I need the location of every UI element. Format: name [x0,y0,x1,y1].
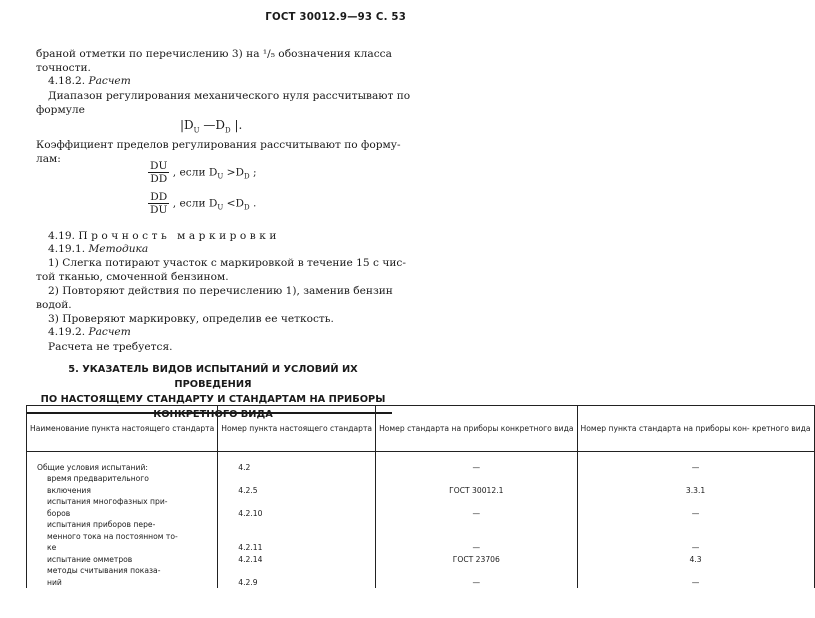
text-line: формуле [36,104,85,116]
cell-standard: — [376,577,577,589]
cell-standard [376,473,577,485]
cell-item-std: — [577,577,814,589]
cell-item: 4.2.9 [218,577,376,589]
text-line: точности. [36,62,91,74]
cell-standard [376,565,577,577]
text-line: 2) Повторяют действия по перечислению 1), заменив бензин [48,285,393,297]
subsection-heading: 4.19. Прочность маркировки [48,230,280,242]
cell-item: 4.2.10 [218,508,376,520]
cell-name: методы считывания показа- [27,565,218,577]
col-header: Наименование пункта настоящего стандарта [27,406,218,452]
section-title: 5. УКАЗАТЕЛЬ ВИДОВ ИСПЫТАНИЙ И УСЛОВИЙ ИХ ПРОВЕДЕНИЯ ПО НАСТОЯЩЕМУ СТАНДАРТУ И СТАНДАРТАМ НА ПРИБОРЫ КОНКРЕТНОГО ВИДА [40,364,386,420]
cell-item [218,473,376,485]
table-row [27,577,815,589]
table-row [27,508,815,520]
text-line: водой. [36,299,72,311]
text-line: Диапазон регулирования механического нуля рассчитывают по [48,90,411,102]
tests-table [26,405,815,588]
cell-standard: — [376,508,577,520]
cell-item-std: — [577,508,814,520]
cell-name: испытание омметров [27,554,218,566]
col-header: Номер стандарта на приборы конкретного вида [376,406,577,452]
formula: $|D_U$ $—D_D$ |. [180,118,243,135]
table-row [27,485,815,497]
table-row [27,554,815,566]
table-body [27,452,815,589]
cell-item [218,531,376,543]
cell-item-std [577,473,814,485]
cell-name: менного тока на постоянном то- [27,531,218,543]
text-line: той тканью, смоченной бензином. [36,271,229,283]
cell-name: ке [27,542,218,554]
cell-item-std: 3.3.1 [577,485,814,497]
cell-item-std [577,531,814,543]
cell-standard: ГОСТ 23706 [376,554,577,566]
formula-1: $\frac{DU}{DD}$ , если $D_U >D_D$ ; [150,160,257,185]
subsection-number: 4.18.2. [48,75,86,87]
table-row [27,496,815,508]
text-line: Расчета не требуется. [48,341,173,353]
text-line: 3) Проверяют маркировку, определив ее четкость. [48,313,334,325]
text-line: Коэффициент пределов регулирования рассчитывают по форму- [36,139,401,151]
cell-item: 4.2.14 [218,554,376,566]
table-row [27,519,815,531]
cell-item-std: — [577,542,814,554]
cell-standard: — [376,542,577,554]
cell-item [218,565,376,577]
table-row [27,473,815,485]
table-row [27,531,815,543]
cell-item-std: 4.3 [577,554,814,566]
formula-2: $\frac{DD}{DU}$ , если $D_U <D_D$ . [150,191,257,216]
cell-name: боров [27,508,218,520]
subsection-title: Прочность маркировки [78,230,280,242]
table-header-row [27,406,815,452]
cell-item: 4.2.11 [218,542,376,554]
subsection-heading [48,75,131,87]
cell-name: включения [27,485,218,497]
cell-item [218,496,376,508]
subsection-title: Расчет [88,75,131,87]
subsection-heading: 4.19.1. Методика [48,243,149,255]
table-row [27,542,815,554]
cell-standard: ГОСТ 30012.1 [376,485,577,497]
subsection-heading: 4.19.2. Расчет [48,326,131,338]
col-header: Номер пункта стандарта на приборы кон- кретного вида [577,406,814,452]
text-line: лам: [36,153,61,165]
cell-name: ний [27,577,218,589]
cell-item: 4.2 [218,462,376,474]
text-line: 1) Слегка потирают участок с маркировкой в течение 15 с чис- [48,257,406,269]
cell-name: испытания многофазных при- [27,496,218,508]
cell-item: 4.2.5 [218,485,376,497]
cell-name: Общие условия испытаний: [27,462,218,474]
table-row [27,565,815,577]
cell-item [218,519,376,531]
cell-item-std [577,496,814,508]
cell-name: испытания приборов пере- [27,519,218,531]
cell-standard [376,531,577,543]
cell-item-std [577,565,814,577]
cell-standard [376,519,577,531]
text-line: браной отметки по перечислению 3) на ¹/₅ обозначения класса [36,48,392,60]
cell-item-std [577,519,814,531]
cell-name: время предварительного [27,473,218,485]
cell-item-std: — [577,462,814,474]
cell-standard [376,496,577,508]
page-header: ГОСТ 30012.9—93 С. 53 [265,12,406,23]
table-row [27,462,815,474]
cell-standard: — [376,462,577,474]
col-header: Номер пункта настоящего стандарта [218,406,376,452]
